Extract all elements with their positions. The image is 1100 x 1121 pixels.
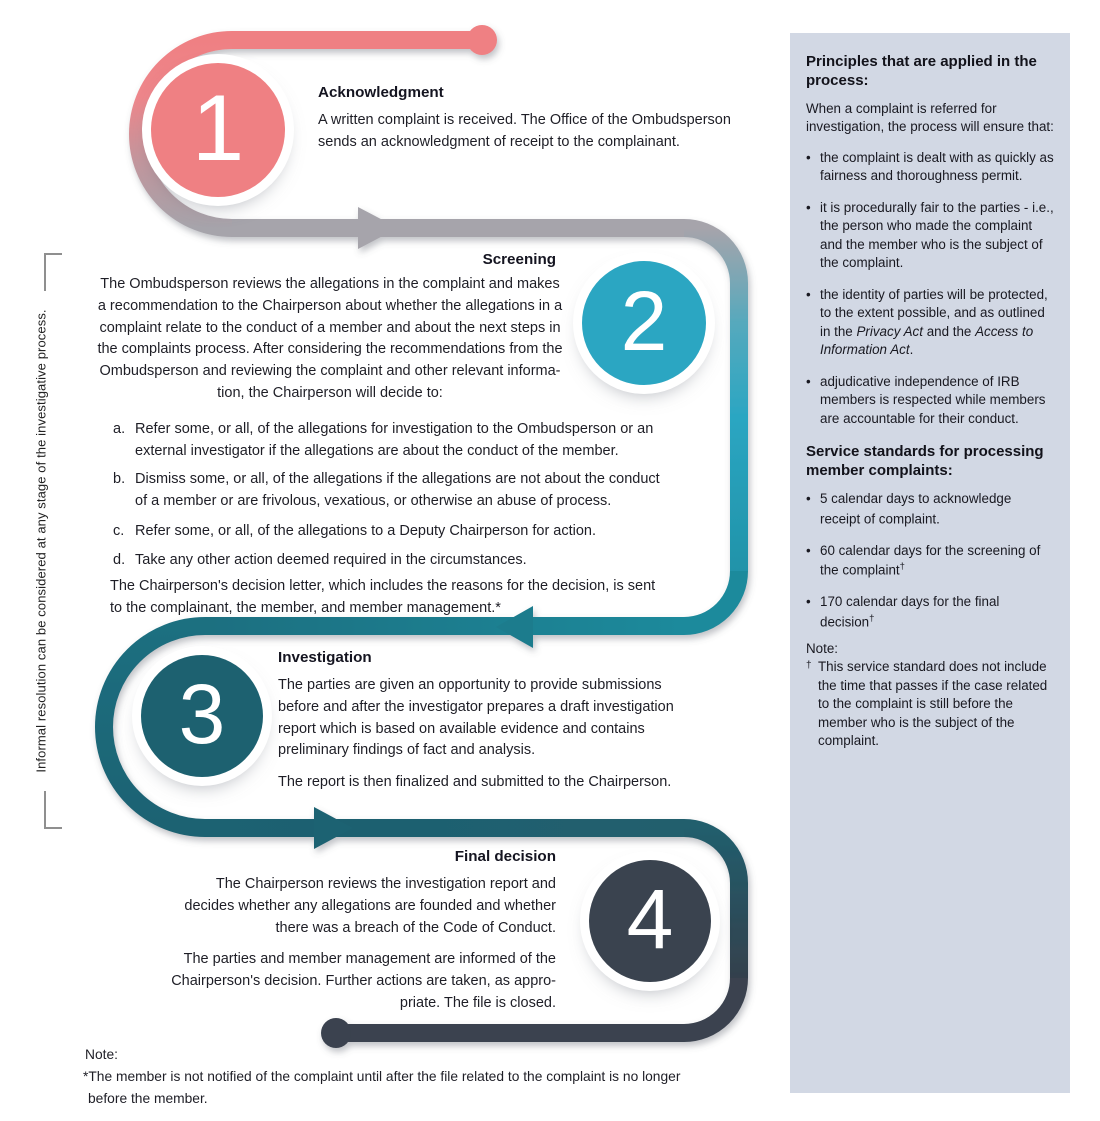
principle-bullet xyxy=(806,373,1054,429)
step-3-text-line: preliminary findings of fact and analysis. xyxy=(278,742,536,759)
list-item xyxy=(113,418,660,462)
step-3-number: 3 xyxy=(178,667,226,761)
bullet-dot-icon: • xyxy=(806,594,811,609)
dagger-marker: † xyxy=(806,660,812,672)
standard-bullet xyxy=(806,593,1054,631)
step-2-number: 2 xyxy=(620,274,668,368)
list-item-label: d. xyxy=(113,552,126,568)
step-4-text-line: priate. The file is closed. xyxy=(399,994,556,1011)
step-1-badge xyxy=(151,63,285,197)
step-2-options-list xyxy=(113,418,660,576)
footnote-label: Note: xyxy=(85,1047,118,1062)
step-2-intro xyxy=(84,274,576,405)
principle-bullet xyxy=(806,199,1054,273)
list-item xyxy=(113,549,660,571)
sidebar-note-label: Note: xyxy=(806,641,839,657)
act-title-italic: Privacy Act xyxy=(856,323,923,339)
step-2-title: Screening xyxy=(482,251,556,268)
step-4-text-line: there was a breach of the Code of Conduct. xyxy=(275,919,556,936)
step-4-text-line: Chairperson's decision. Further actions are taken, as appro- xyxy=(171,973,556,990)
step-1-text-line: A written complaint is received. The Office of the Ombudsperson xyxy=(318,112,731,128)
principle-bullet-text: adjudicative independence of IRB members is respected while members are accountable for their conduct. xyxy=(820,373,1046,426)
step-3-badge xyxy=(141,655,263,777)
act-title-italic: Access to Information Act xyxy=(820,323,1034,358)
bullet-dot-icon: • xyxy=(806,491,811,507)
step-4-text-line: The Chairperson reviews the investigation report and xyxy=(215,876,556,892)
list-item xyxy=(113,468,660,512)
arrow-right-icon xyxy=(358,207,398,249)
sidebar xyxy=(790,33,1070,1093)
side-label-vertical: Informal resolution can be considered at any stage of the investigative process. xyxy=(33,309,49,773)
step-4-text-line: decides whether any allegations are founded and whether xyxy=(184,897,556,914)
list-item-label: a. xyxy=(113,421,126,437)
step-3-block xyxy=(278,649,674,794)
bullet-dot-icon: • xyxy=(806,542,811,558)
footnote-line: before the member. xyxy=(88,1091,208,1106)
step-2-outro xyxy=(110,576,655,620)
principle-bullet xyxy=(806,149,1054,186)
path-seg-right-down-1 xyxy=(684,228,739,571)
principle-bullet xyxy=(806,286,1054,360)
bullet-dot-icon: • xyxy=(806,199,811,215)
step-1-text-line: sends an acknowledgment of receipt to the complainant. xyxy=(318,133,680,150)
sidebar-note xyxy=(806,658,1054,751)
step-2-outro-line: to the complainant, the member, and member management.* xyxy=(110,599,501,616)
sidebar-note-text: This service standard does not include the time that passes if the case related to the complaint is still before the member who is the subject of the complaint. xyxy=(818,659,1048,749)
list-item-line: Dismiss some, or all, of the allegations if the allegations are not about the conduct xyxy=(135,471,660,487)
step-2-intro-line: Ombudsperson and reviewing the complaint and other relevant informa- xyxy=(99,363,561,380)
step-4-block xyxy=(160,874,556,1015)
step-2-outro-line: The Chairperson's decision letter, which includes the reasons for the decision, is sent xyxy=(110,578,656,594)
standard-bullet-text: 60 calendar days for the screening of the complaint† xyxy=(820,542,1041,578)
step-3-title: Investigation xyxy=(278,649,372,666)
principles-heading: Principles that are applied in the process: xyxy=(806,53,1037,89)
bullet-dot-icon: • xyxy=(806,149,811,165)
list-item-line: Take any other action deemed required in the circumstances. xyxy=(135,552,527,568)
path-seg-corner-1 xyxy=(684,571,739,626)
step-4-badge xyxy=(589,860,711,982)
step-2-intro-line: the complaints process. After considering the recommendations from the xyxy=(97,341,563,358)
standard-bullet xyxy=(806,490,1054,528)
side-bracket-top xyxy=(44,253,62,291)
step-1-title: Acknowledgment xyxy=(318,84,444,101)
standard-bullet-text: 170 calendar days for the final decision† xyxy=(820,594,1000,629)
standard-bullet xyxy=(806,542,1054,580)
bullet-dot-icon: • xyxy=(806,373,811,389)
step-1-number: 1 xyxy=(191,75,245,180)
step-3-text-line: The parties are given an opportunity to provide submissions xyxy=(278,677,662,693)
footnote-line: *The member is not notified of the complaint until after the file related to the complaint is no longer xyxy=(83,1069,681,1084)
step-4-number: 4 xyxy=(626,872,674,966)
arrow-right-icon xyxy=(314,807,353,849)
standards-heading: Service standards for processing member complaints: xyxy=(806,443,1044,480)
step-1-block xyxy=(318,84,731,154)
step-4-text-line: The parties and member management are informed of the xyxy=(183,951,556,968)
principle-bullet-text: the complaint is dealt with as quickly as fairness and thoroughness permit. xyxy=(820,149,1054,184)
step-3-text-line: before and after the investigator prepares a draft investigation xyxy=(278,698,674,715)
step-2-intro-line: tion, the Chairperson will decide to: xyxy=(217,384,443,401)
principles-intro: When a complaint is referred for investigation, the process will ensure that: xyxy=(806,100,1054,135)
list-item xyxy=(113,520,660,542)
list-item-line: of a member or are frivolous, vexatious, or otherwise an abuse of process. xyxy=(135,493,612,509)
standard-bullet-text: 5 calendar days to acknowledge receipt of complaint. xyxy=(820,491,1012,527)
step-2-intro-line: The Ombudsperson reviews the allegations in the complaint and makes xyxy=(100,276,560,292)
step-2-badge xyxy=(582,261,706,385)
step-2-intro-line: a recommendation to the Chairperson about whether the allegations in a xyxy=(97,297,563,314)
principle-bullet-text: it is procedurally fair to the parties - i.e., the person who made the complaint and the member who is the subject of the complaint. xyxy=(820,199,1054,271)
list-item-label: b. xyxy=(113,471,126,487)
step-2-intro-line: complaint relate to the conduct of a member and about the next steps in xyxy=(99,319,561,336)
footnote xyxy=(85,1044,680,1110)
list-item-line: Refer some, or all, of the allegations to a Deputy Chairperson for action. xyxy=(135,523,597,539)
list-item-label: c. xyxy=(113,523,125,539)
list-item-line: Refer some, or all, of the allegations for investigation to the Ombudsperson or an xyxy=(135,421,654,437)
step-4-title: Final decision xyxy=(454,848,556,865)
side-bracket-bottom xyxy=(44,791,62,829)
step-3-closing: The report is then finalized and submitted to the Chairperson. xyxy=(278,774,672,791)
principle-bullet-text: the identity of parties will be protected, to the extent possible, and as outlined in the Privacy Act and the Access to Information Act. xyxy=(820,286,1048,358)
list-item-line: external investigator if the allegations are about the conduct of the member. xyxy=(135,443,619,459)
step-3-text-line: report which is based on available evidence and contains xyxy=(278,720,645,737)
bullet-dot-icon: • xyxy=(806,286,811,302)
